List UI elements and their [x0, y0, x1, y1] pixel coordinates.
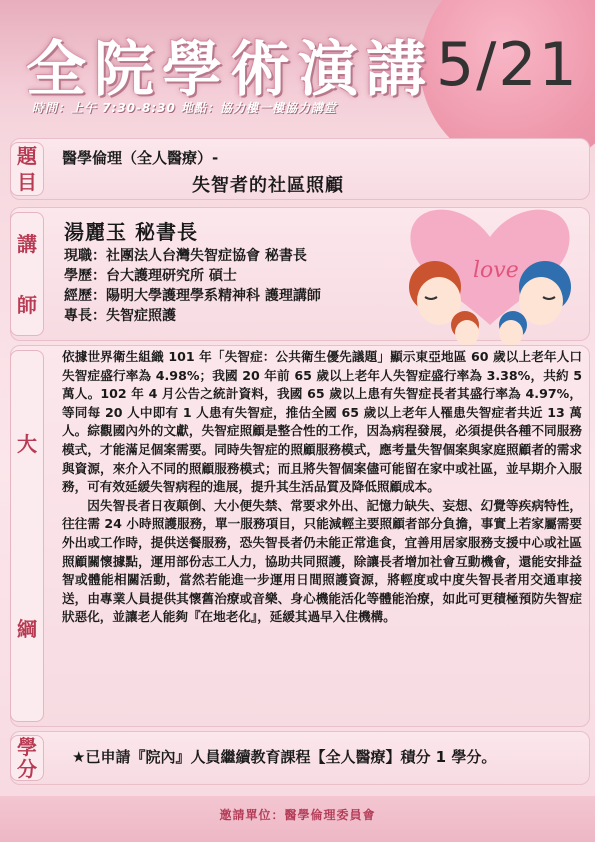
abstract-paragraph-2: 因失智長者日夜顛倒、大小便失禁、常要求外出、記憶力缺失、妄想、幻覺等疾病特性，往往需 24 小時照護服務，單一服務項目，只能減輕主要照顧者部分負擔，事實上若家屬需要外出或工作時，提供送餐服務，恐失智長者仍未能正常進食，宜善用居家服務支援中心或社區照顧關懷據點，運用部份志工人力，協助共同照護，除讓長者增加社會互動機會，還能安排益智或體能相關活動，當然若能進一步運用日間照護資源，將輕度或中度失智長者用交通車接送，由專業人員提供其懷舊治療或音樂、身心機能活化等體能治療，如此可更積極預防失智症狀惡化，並讓老人能夠『在地老化』，延緩其過早入住機構。	[62, 497, 582, 625]
speaker-specialty: 專長：失智症照護	[64, 308, 176, 324]
credit-text: ★已申請『院內』人員繼續教育課程【全人醫療】積分 1 學分。	[72, 748, 497, 766]
credit-label-char: 分	[17, 757, 37, 781]
speaker-position: 現職：社團法人台灣失智症協會 秘書長	[64, 248, 307, 264]
speaker-experience: 經歷：陽明大學護理學系精神科 護理講師	[64, 288, 321, 304]
page-title: 全院學術演講	[26, 35, 434, 105]
credit-label-char: 學	[17, 735, 37, 759]
abstract-label-char: 綱	[17, 616, 37, 641]
abstract-paragraph-1: 依據世界衛生組織 101 年「失智症：公共衛生優先議題」顯示東亞地區 60 歲以上老年人口失智症盛行率為 4.98%；我國 20 年前 65 歲以上老年人失智症盛行率為 3.38%，共約 5 萬人。102 年 4 月公告之統計資料，我國 65 歲以上患有失智症長者其盛行率為 4.97%，等同每 20 人中即有 1 人患有失智症，推估全國 65 歲以上老年人罹患失智症者共近 13 萬人。綜觀國內外的文獻，失智症照顧是整合性的工作，因為病程發展，必須提供各種不同服務模式，才能滿足個案需要。同時失智症的照顧服務模式，應考量失智個案與家庭照顧者的需求與資源，來介入不同的照顧服務模式；而且將失智個案儘可能留在家中或社區，並早期介入服務，可有效延緩失智病程的進展，提升其生活品質及降低照顧成本。	[62, 349, 582, 495]
love-text: love	[473, 258, 519, 283]
event-date: 5/21	[436, 30, 579, 100]
topic-line-2: 失智者的社區照顧	[192, 175, 344, 196]
speaker-education: 學歷：台大護理研究所 碩士	[64, 268, 237, 284]
organizer-text: 邀請單位：醫學倫理委員會	[219, 808, 376, 822]
speaker-details	[64, 246, 321, 326]
love-couple-illustration	[395, 205, 585, 355]
time-location: 時間：上午 7:30-8:30 地點：協力樓一樓協力講堂	[32, 101, 338, 115]
speaker-label	[10, 212, 44, 336]
credit-label	[10, 735, 44, 781]
topic-label	[10, 142, 44, 196]
speaker-label-char: 講	[17, 231, 37, 256]
speaker-name: 湯麗玉 秘書長	[64, 220, 198, 244]
topic-label-char: 目	[17, 170, 37, 194]
abstract-text	[62, 348, 582, 627]
speaker-label-char: 師	[17, 292, 37, 317]
abstract-label	[10, 350, 44, 722]
abstract-label-char: 大	[17, 431, 37, 456]
topic-label-char: 題	[17, 144, 37, 168]
topic-line-1: 醫學倫理（全人醫療）-	[62, 149, 219, 167]
